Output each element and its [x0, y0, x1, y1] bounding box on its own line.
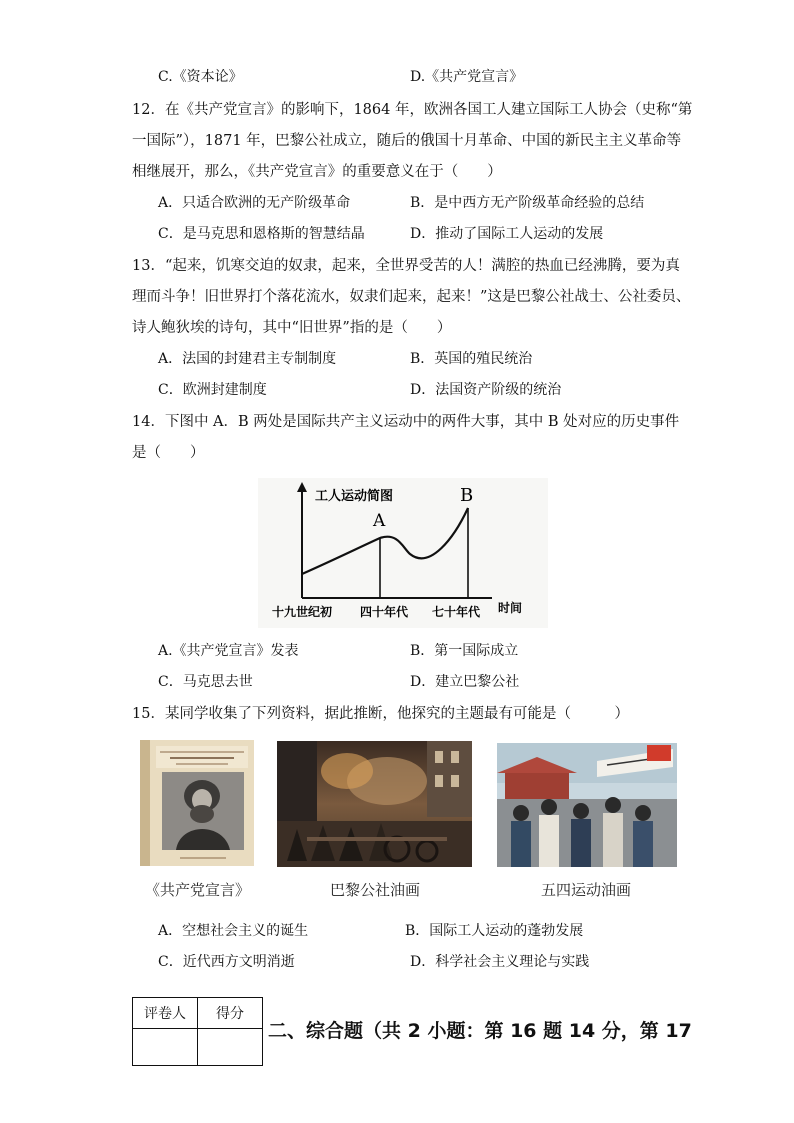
- q14-option-d: D．建立巴黎公社: [410, 674, 520, 690]
- q14-option-c: C．马克思去世: [158, 674, 253, 690]
- caption-manifesto: 《共产党宣言》: [145, 881, 251, 899]
- diagram-title: 工人运动简图: [315, 489, 394, 504]
- q15-option-d: D．科学社会主义理论与实践: [410, 954, 590, 970]
- q14-option-a: A.《共产党宣言》发表: [158, 643, 299, 659]
- q15-option-b: B．国际工人运动的蓬勃发展: [405, 923, 584, 939]
- diagram-x-tick-2: 四十年代: [360, 605, 409, 619]
- worker-movement-diagram: [258, 478, 548, 628]
- q13-line-1: 13．“起来，饥寒交迫的奴隶，起来，全世界受苦的人！满腔的热血已经沸腾，要为真: [132, 258, 680, 274]
- diagram-x-tick-1: 十九世纪初: [272, 605, 333, 619]
- q13-line-2: 理而斗争！旧世界打个落花流水，奴隶们起来，起来！”这是巴黎公社战士、公社委员、: [132, 289, 691, 305]
- q13-option-a: A．法国的封建君主专制制度: [158, 351, 337, 367]
- q12-option-d: D．推动了国际工人运动的发展: [410, 226, 604, 242]
- q13-option-b: B．英国的殖民统治: [410, 351, 533, 367]
- q15-line-1: 15．某同学收集了下列资料，据此推断，他探究的主题最有可能是（ ）: [132, 706, 629, 722]
- q15-option-a: A．空想社会主义的诞生: [158, 923, 309, 939]
- q12-option-a: A．只适合欧洲的无产阶级革命: [158, 195, 351, 211]
- q11-option-d: D.《共产党宣言》: [410, 69, 524, 85]
- q15-option-c: C．近代西方文明消逝: [158, 954, 295, 970]
- q12-option-b: B．是中西方无产阶级革命经验的总结: [410, 195, 645, 211]
- caption-paris-commune: 巴黎公社油画: [330, 881, 421, 899]
- q12-line-2: 一国际”），1871 年，巴黎公社成立，随后的俄国十月革命、中国的新民主主义革命等: [132, 133, 682, 149]
- q14-line-1: 14．下图中 A．B 两处是国际共产主义运动中的两件大事，其中 B 处对应的历史事件: [132, 414, 680, 430]
- q14-option-b: B．第一国际成立: [410, 643, 519, 659]
- paris-commune-painting: [277, 741, 472, 867]
- manifesto-book-image: [140, 740, 254, 866]
- q13-line-3: 诗人鲍狄埃的诗句，其中“旧世界”指的是（ ）: [132, 320, 452, 336]
- q14-line-2: 是（ ）: [132, 445, 205, 461]
- diagram-x-axis-name: 时间: [498, 601, 523, 615]
- q13-option-d: D．法国资产阶级的统治: [410, 382, 562, 398]
- section-2-title: 二、综合题（共 2 小题：第 16 题 14 分，第 17: [268, 1020, 692, 1042]
- score-table: [132, 997, 263, 1066]
- q12-option-c: C．是马克思和恩格斯的智慧结晶: [158, 226, 365, 242]
- q11-option-c: C.《资本论》: [158, 69, 243, 85]
- q12-line-3: 相继展开，那么，《共产党宣言》的重要意义在于（ ）: [132, 164, 502, 180]
- score-table-score-cell[interactable]: [198, 1029, 263, 1066]
- score-table-score-header: 得分: [198, 998, 263, 1029]
- diagram-label-a: A: [373, 511, 386, 531]
- diagram-x-tick-3: 七十年代: [432, 605, 481, 619]
- score-table-grader-header: 评卷人: [133, 998, 198, 1029]
- q12-line-1: 12．在《共产党宣言》的影响下，1864 年，欧洲各国工人建立国际工人协会（史称“第: [132, 102, 693, 118]
- q13-option-c: C．欧洲封建制度: [158, 382, 267, 398]
- may-fourth-painting: [497, 743, 677, 867]
- score-table-grader-cell[interactable]: [133, 1029, 198, 1066]
- caption-may-fourth: 五四运动油画: [541, 881, 632, 899]
- diagram-label-b: B: [460, 485, 474, 506]
